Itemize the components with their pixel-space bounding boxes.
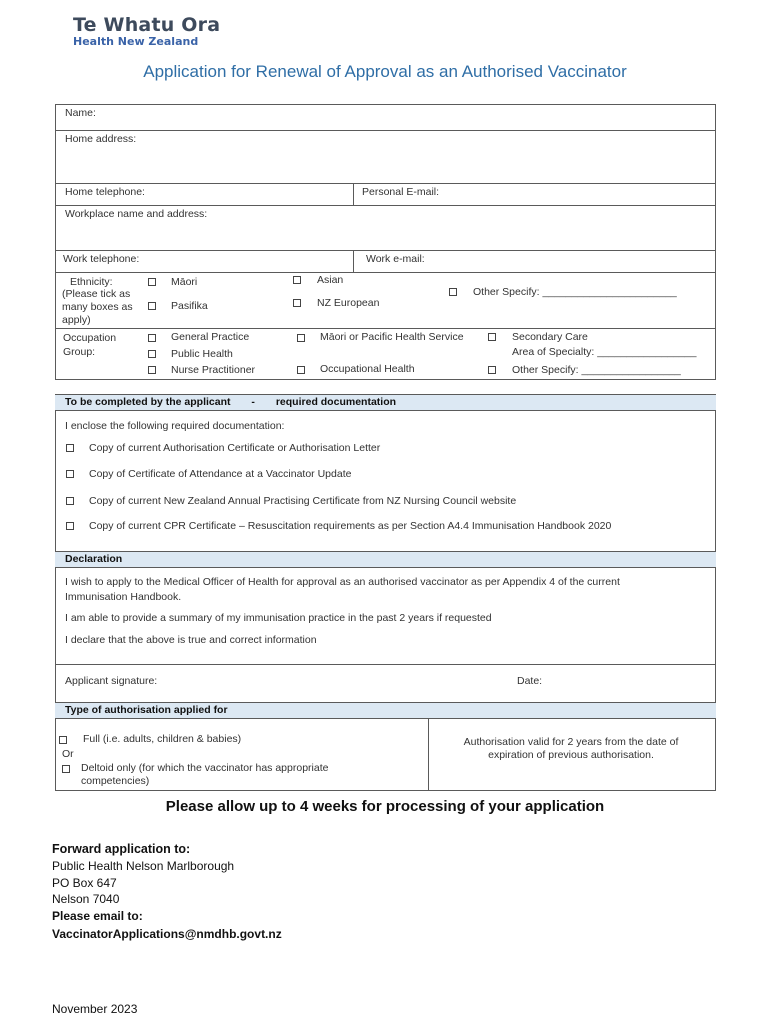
checkbox-doc-authorisation[interactable] xyxy=(66,444,74,452)
ethnicity-label: Ethnicity: xyxy=(70,276,113,288)
email-link[interactable]: VaccinatorApplications@nmdhb.govt.nz xyxy=(52,927,282,941)
workplace-field[interactable]: Workplace name and address: xyxy=(65,208,208,220)
page-title: Application for Renewal of Approval as an Authorised Vaccinator xyxy=(143,62,627,81)
option-nz-european: NZ European xyxy=(317,297,380,309)
option-pasifika: Pasifika xyxy=(171,300,208,312)
option-general-practice: General Practice xyxy=(171,331,250,343)
checkbox-nurse-practitioner[interactable] xyxy=(148,366,156,374)
documentation-intro: I enclose the following required documentation: xyxy=(65,420,285,432)
option-nurse-practitioner: Nurse Practitioner xyxy=(171,364,256,376)
option-maori-pacific-service: Māori or Pacific Health Service xyxy=(320,331,464,343)
applicant-signature-field[interactable]: Applicant signature: xyxy=(65,675,158,687)
declaration-line-1: I wish to apply to the Medical Officer of Health for approval as an authorised vaccinator as per Appendix 4 of the current Immunisation Handbook. xyxy=(65,576,620,603)
option-occupation-other[interactable]: Other Specify: _________________ xyxy=(512,364,681,376)
option-occupational-health: Occupational Health xyxy=(320,363,415,375)
checkbox-nz-european[interactable] xyxy=(293,299,301,307)
forward-heading: Forward application to: xyxy=(52,842,191,856)
logo-sub: Health New Zealand xyxy=(73,35,199,48)
option-ethnicity-other[interactable]: Other Specify: _______________________ xyxy=(473,286,677,298)
footer-date: November 2023 xyxy=(52,1002,138,1016)
checkbox-secondary-care[interactable] xyxy=(488,333,496,341)
authorisation-validity: Authorisation valid for 2 years from the date of expiration of previous authorisation. xyxy=(463,736,679,761)
work-email-field[interactable]: Work e-mail: xyxy=(366,253,425,265)
checkbox-general-practice[interactable] xyxy=(148,334,156,342)
option-deltoid: Deltoid only (for which the vaccinator has appropriate competencies) xyxy=(81,762,329,787)
declaration-line-2: I am able to provide a summary of my immunisation practice in the past 2 years if requested xyxy=(65,612,492,624)
documentation-header-dash: - xyxy=(251,396,255,408)
checkbox-maori-pacific-service[interactable] xyxy=(297,334,305,342)
ethnicity-hint: (Please tick as many boxes as apply) xyxy=(62,288,133,326)
work-telephone-field[interactable]: Work telephone: xyxy=(63,253,140,265)
checkbox-deltoid[interactable] xyxy=(62,765,70,773)
declaration-header: Declaration xyxy=(55,551,716,568)
checkbox-maori[interactable] xyxy=(148,278,156,286)
documentation-header-right: required documentation xyxy=(275,396,397,408)
option-full: Full (i.e. adults, children & babies) xyxy=(83,733,242,745)
doc-item-cpr: Copy of current CPR Certificate – Resuscitation requirements as per Section A4.4 Immunisation Handbook 2020 xyxy=(89,520,612,532)
checkbox-doc-practising[interactable] xyxy=(66,497,74,505)
checkbox-asian[interactable] xyxy=(293,276,301,284)
option-maori: Māori xyxy=(171,276,198,288)
checkbox-doc-attendance[interactable] xyxy=(66,470,74,478)
home-telephone-field[interactable]: Home telephone: xyxy=(65,186,145,198)
option-asian: Asian xyxy=(317,274,344,286)
option-secondary-care: Secondary Care xyxy=(512,331,588,343)
checkbox-doc-cpr[interactable] xyxy=(66,522,74,530)
occupation-label: Occupation Group: xyxy=(63,332,117,358)
home-address-field[interactable]: Home address: xyxy=(65,133,137,145)
doc-item-practising: Copy of current New Zealand Annual Practising Certificate from NZ Nursing Council website xyxy=(89,495,517,507)
checkbox-public-health[interactable] xyxy=(148,350,156,358)
personal-email-field[interactable]: Personal E-mail: xyxy=(362,186,440,198)
option-public-health: Public Health xyxy=(171,348,233,360)
documentation-header xyxy=(55,394,716,411)
area-of-specialty-field[interactable]: Area of Specialty: _________________ xyxy=(512,346,697,358)
authorisation-header: Type of authorisation applied for xyxy=(55,702,716,719)
date-field[interactable]: Date: xyxy=(517,675,543,687)
documentation-header-left: To be completed by the applicant xyxy=(65,396,231,408)
forward-city: Nelson 7040 xyxy=(52,892,120,906)
checkbox-full[interactable] xyxy=(59,736,67,744)
logo-main: Te Whatu Ora xyxy=(73,14,221,36)
forward-po-box: PO Box 647 xyxy=(52,876,117,890)
checkbox-pasifika[interactable] xyxy=(148,302,156,310)
checkbox-ethnicity-other[interactable] xyxy=(449,288,457,296)
processing-notice: Please allow up to 4 weeks for processing of your application xyxy=(165,798,605,815)
option-or: Or xyxy=(62,748,74,760)
doc-item-attendance: Copy of Certificate of Attendance at a Vaccinator Update xyxy=(89,468,352,480)
email-heading: Please email to: xyxy=(52,909,143,923)
name-field[interactable]: Name: xyxy=(65,107,96,119)
checkbox-occupational-health[interactable] xyxy=(297,366,305,374)
logo xyxy=(73,14,220,48)
declaration-line-3: I declare that the above is true and correct information xyxy=(65,634,317,646)
checkbox-occupation-other[interactable] xyxy=(488,366,496,374)
doc-item-authorisation: Copy of current Authorisation Certificate or Authorisation Letter xyxy=(89,442,381,454)
forward-org: Public Health Nelson Marlborough xyxy=(52,859,235,873)
